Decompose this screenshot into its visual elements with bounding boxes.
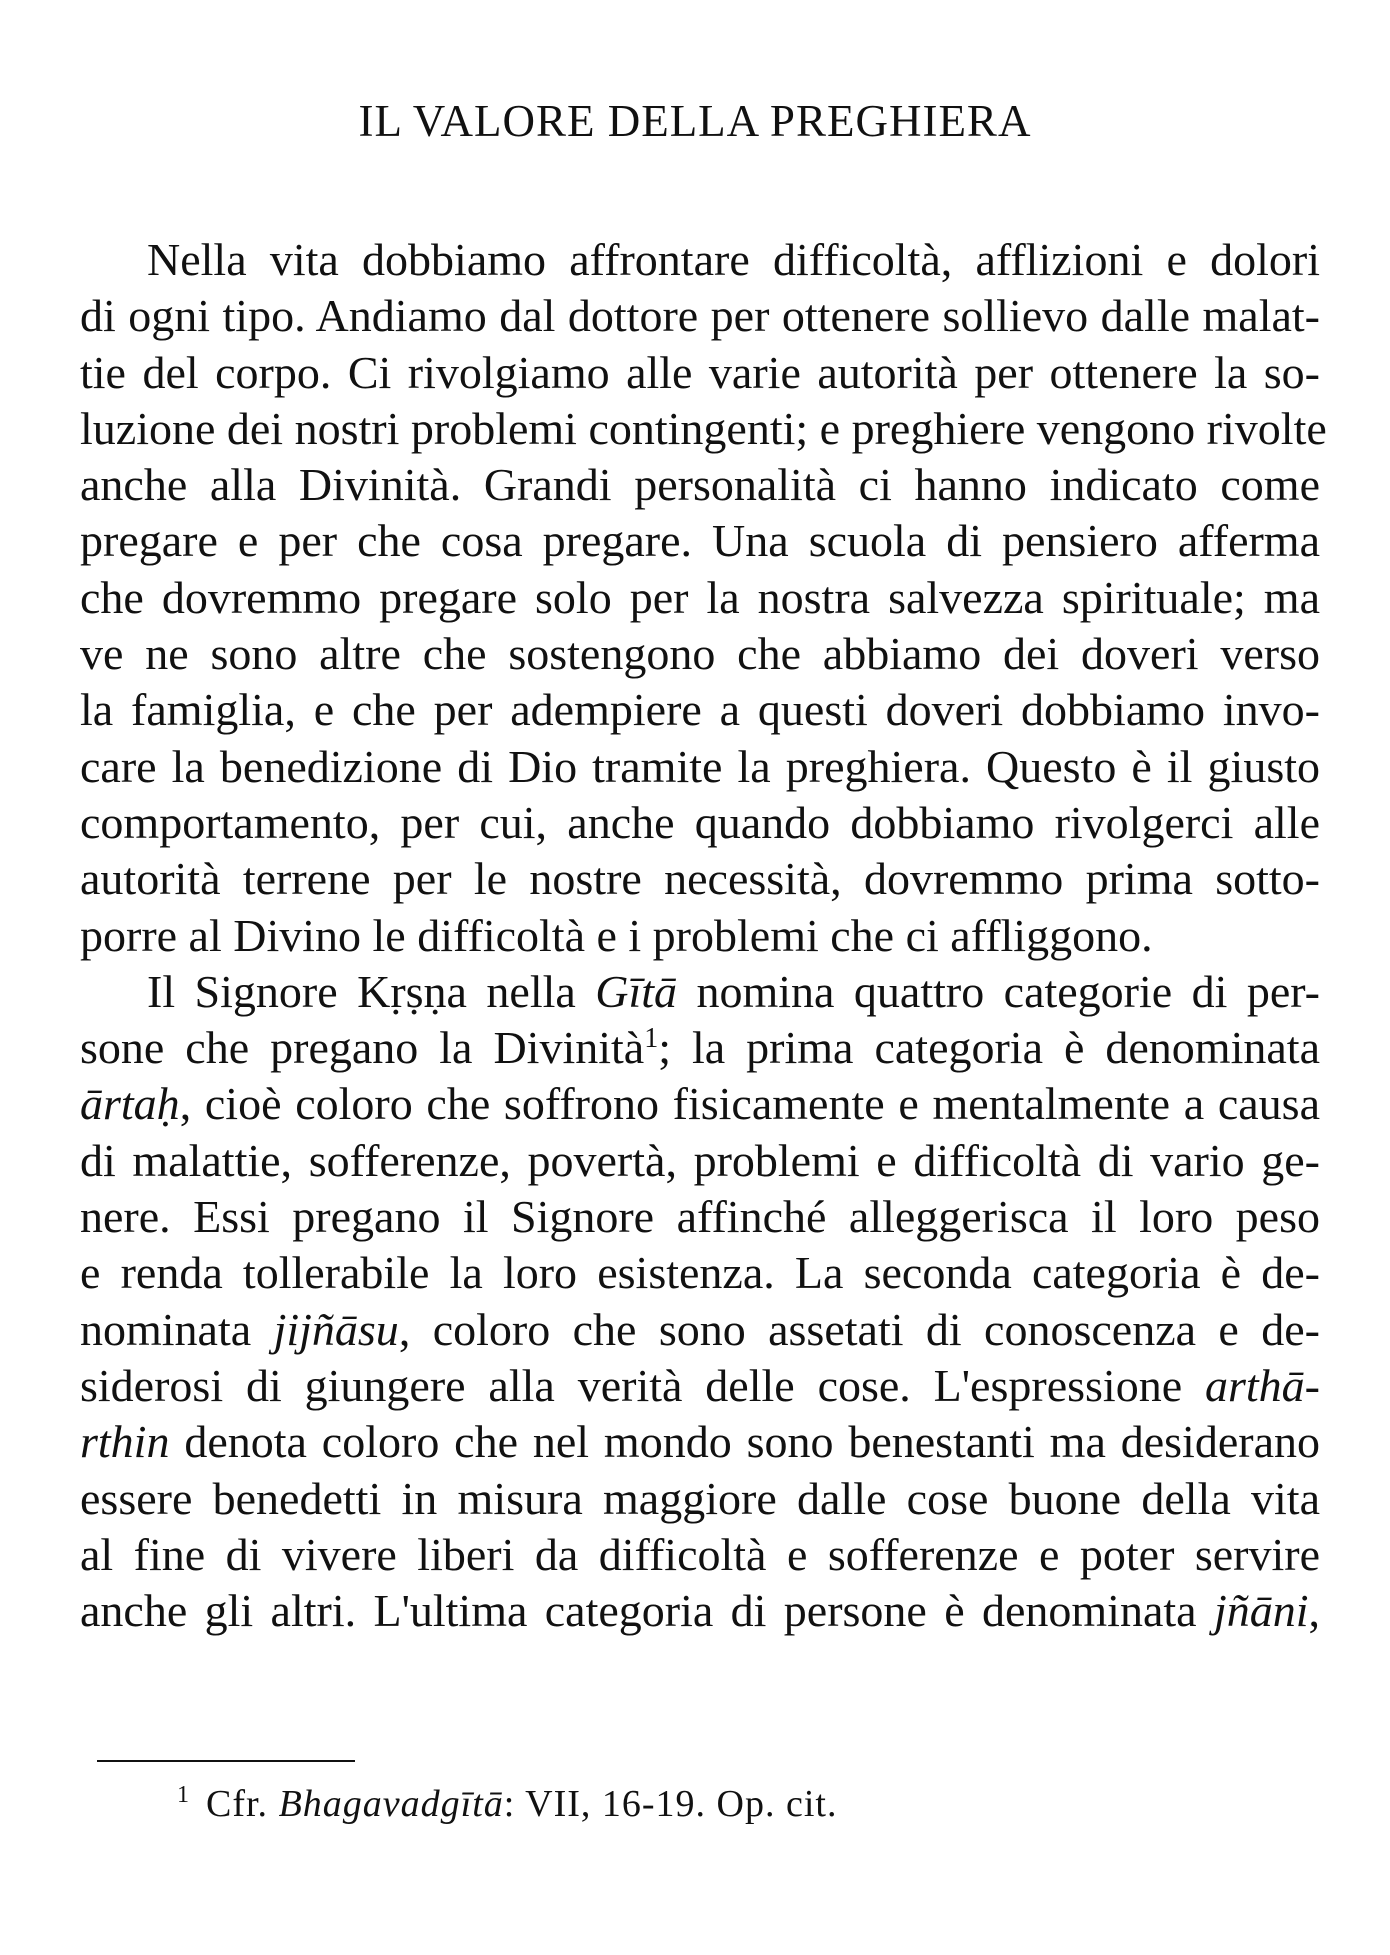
text-line: Nella vita dobbiamo affrontare difficoltà, afflizioni e dolori: [147, 234, 1320, 285]
text-line: anche alla Divinità. Grandi personalità ci hanno indicato come: [80, 459, 1320, 511]
text-line: [80, 1414, 1320, 1470]
text-run: nominata: [80, 1303, 274, 1355]
footnote-suffix: : VII, 16-19. Op. cit.: [503, 1783, 838, 1825]
paragraph-2: [80, 964, 1320, 1640]
term-gita: Gītā: [595, 965, 678, 1017]
text-run: , coloro che sono assetati di conoscenza e de-: [398, 1303, 1320, 1355]
text-run: , cioè coloro che soffrono fisicamente e mentalmente a causa: [179, 1078, 1320, 1130]
text-line: [80, 1583, 1320, 1639]
text-line: essere benedetti in misura maggiore dalle cose buone della vita: [80, 1472, 1320, 1524]
text-line: [80, 1076, 1320, 1132]
text-line: comportamento, per cui, anche quando dobbiamo rivolgerci alle: [80, 796, 1320, 848]
text-line: di malattie, sofferenze, povertà, problemi e difficoltà di vario ge-: [80, 1134, 1320, 1186]
footnote-ref: 1: [644, 1023, 659, 1055]
text-run: Il Signore Kṛṣṇa nella: [147, 965, 596, 1017]
footnote-divider: [97, 1760, 355, 1762]
text-line: che dovremmo pregare solo per la nostra salvezza spirituale; ma: [80, 571, 1320, 623]
text-run: nomina quattro categorie di per-: [677, 965, 1321, 1017]
term-artharthin: rthin: [80, 1416, 170, 1468]
text-line: care la benedizione di Dio tramite la preghiera. Questo è il giusto: [80, 740, 1320, 792]
term-artah: ārtaḥ: [80, 1078, 180, 1130]
text-line: [80, 1020, 1320, 1076]
text-line: nere. Essi pregano il Signore affinché alleggerisca il loro peso: [80, 1191, 1320, 1243]
text-line: la famiglia, e che per adempiere a questi doveri dobbiamo invo-: [80, 684, 1320, 736]
footnote-work-title: Bhagavadgītā: [278, 1783, 504, 1825]
paragraph-1: [80, 232, 1327, 964]
term-jijnasu: jijñāsu: [273, 1303, 399, 1355]
text-run: ,: [1308, 1585, 1320, 1637]
text-line: e renda tollerabile la loro esistenza. La seconda categoria è de-: [80, 1247, 1320, 1299]
footnote: [177, 1782, 1077, 1826]
text-line: autorità terrene per le nostre necessità, dovremmo prima sotto-: [80, 853, 1320, 905]
text-line: porre al Divino le difficoltà e i problemi che ci affliggono.: [80, 909, 1153, 961]
text-line: al fine di vivere liberi da difficoltà e sofferenze e poter servire: [80, 1528, 1320, 1580]
text-line: luzione dei nostri problemi contingenti; e preghiere vengono rivolte: [80, 402, 1327, 454]
term-jnani: jñāni: [1213, 1585, 1309, 1637]
footnote-prefix: Cfr.: [206, 1783, 279, 1825]
footnote-number: 1: [177, 1782, 190, 1808]
text-run: sone che pregano la Divinità: [80, 1022, 645, 1074]
term-artharthin: arthā-: [1205, 1359, 1320, 1411]
text-run: anche gli altri. L'ultima categoria di persone è denominata: [80, 1585, 1214, 1637]
text-line: ve ne sono altre che sostengono che abbiamo dei doveri verso: [80, 628, 1320, 680]
text-run: denota coloro che nel mondo sono benestanti ma desiderano: [169, 1416, 1320, 1468]
page-title: IL VALORE DELLA PREGHIERA: [358, 96, 1032, 146]
text-line: [80, 1358, 1320, 1414]
text-line: di ogni tipo. Andiamo dal dottore per ottenere sollievo dalle malat-: [80, 290, 1320, 342]
text-line: [80, 964, 1320, 1020]
body-text: [80, 232, 1327, 1639]
text-line: pregare e per che cosa pregare. Una scuola di pensiero afferma: [80, 515, 1320, 567]
text-line: tie del corpo. Ci rivolgiamo alle varie autorità per ottenere la so-: [80, 346, 1320, 398]
text-run: siderosi di giungere alla verità delle cose. L'espressione: [80, 1359, 1205, 1411]
text-run: ; la prima categoria è denominata: [658, 1022, 1320, 1074]
text-line: [80, 1302, 1320, 1358]
